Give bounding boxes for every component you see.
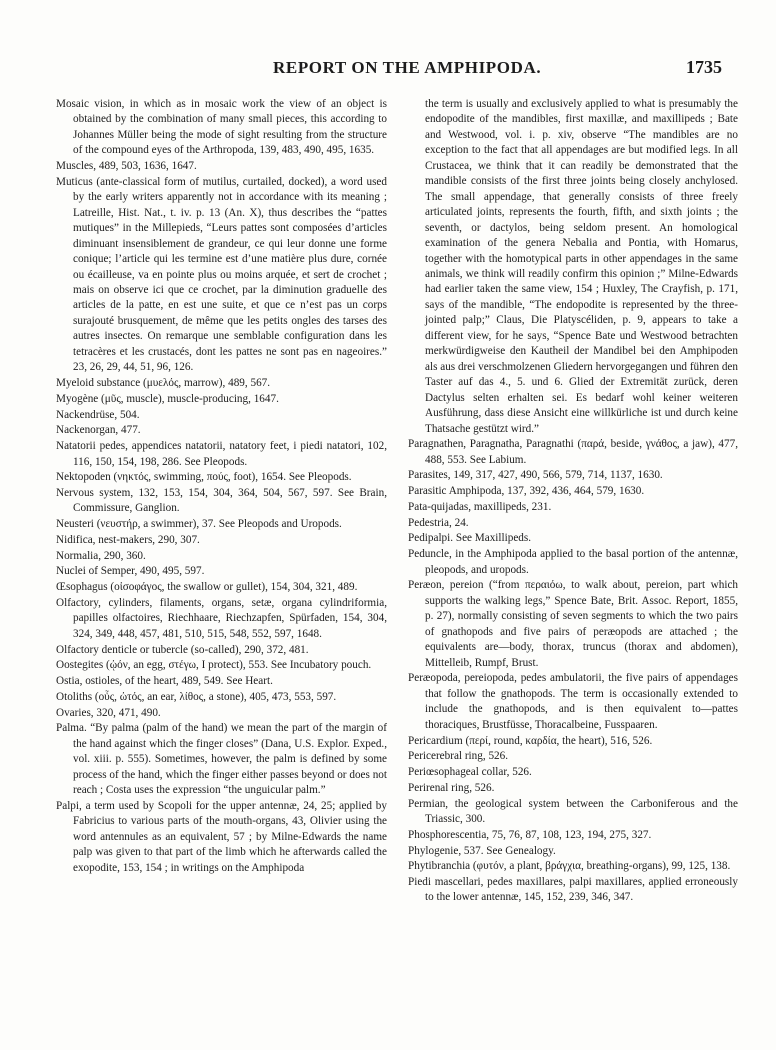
index-entry-olfactory-denticle: Olfactory denticle or tubercle (so-called), 290, 372, 481.: [56, 643, 309, 656]
index-entry-nackendruse: Nackendrüse, 504.: [56, 408, 140, 421]
index-entry-muticus: Muticus (ante-classical form of mutilus, curtailed, docked), a word used by the early writers apparently not in accordance with its meaning ; Latreille, Hist. Nat., t. iv. p. 13 (An. X), thus describes the “pattes mutiques” in the Millepieds, “Leurs pattes sont composées d’articles diminuant insensiblement de grandeur, ce qui leur donne une forme conique; l’article qui les termine est d’une matière plus dure, cornée ou écailleuse, va en pointe plus ou moins arquée, et sert de crochet ; mais on observe ici que ce crochet, par la diminution graduelle des articles de la patte, en est une suite, et que ce n’est pas un corps surajouté brusquement, de même que les petits ongles des tarses des autres insectes. On remarque une semblable configuration dans les tetracères et les crustacés, dont les pattes ne sont pas en nageoires.” 23, 26, 29, 44, 51, 96, 126.: [56, 175, 387, 374]
index-entry-oostegites: Oostegites (ᾠόν, an egg, στέγω, I protect), 553. See Incubatory pouch.: [56, 659, 372, 672]
index-entry-palpi: Palpi, a term used by Scopoli for the upper antennæ, 24, 25; applied by Fabricius to various parts of the mouth-organs, 43, Olivier using the word antennules as an equivalent, 57 ; by Milne-Edwards the name palp was given to that part of the limb which he afterwards called the exopodite, 153, 154 ; in writings on the Amphipoda: [56, 799, 387, 874]
index-entry-pedipalpi: Pedipalpi. See Maxillipeds.: [408, 532, 532, 545]
index-entry-myeloid-substance: Myeloid substance (μυελός, marrow), 489, 567.: [56, 377, 271, 390]
index-entry-piedi-mascellari: Piedi mascellari, pedes maxillares, palpi maxillares, applied erroneously to the lower antennæ, 145, 152, 239, 346, 347.: [408, 876, 738, 904]
index-entry-natatorii-pedes: Natatorii pedes, appendices natatorii, natatory feet, i piedi natatori, 102, 116, 150, 154, 198, 286. See Pleopods.: [56, 440, 387, 468]
index-entry-pericerebral-ring: Pericerebral ring, 526.: [408, 750, 509, 763]
index-entry-nackenorgan: Nackenorgan, 477.: [56, 424, 141, 437]
index-entry-nuclei-of-semper: Nuclei of Semper, 490, 495, 597.: [56, 565, 205, 578]
index-entry-mosaic-vision: Mosaic vision, in which as in mosaic work the view of an object is obtained by the combination of many small pieces, this according to Johannes Müller being the mode of sight resulting from the structure of the compound eyes of the Arthropoda, 139, 483, 490, 495, 1635.: [56, 98, 387, 157]
page-number: 1735: [686, 57, 722, 77]
index-entry-palpi-continued: the term is usually and exclusively applied to what is presumably the endopodite of the mandibles, first maxillæ, and maxillipeds ; Bate and Westwood, vol. i. p. xiv, observe “The mandibles are no exception to the fact that all appendages are but modified legs. In all Crustacea, we think that it can readily be demonstrated that the mandible consists of the first three joints being closely anchylosed. The small appendage, that generally consists of three freely articulated joints, represents the fourth, fifth, and sixth joints ; the seventh, or dactylos, being seldom present. An homological examination of the genera Nebalia and Pontia, with Homarus, together with the homotypical parts in other appendages in the same animals, we think will readily confirm this opinion ;” Milne-Edwards had earlier taken the same view, 154 ; Huxley, The Crayfish, p. 171, says of the mandible, “The endopodite is represented by the three-jointed palp;” Claus, Die Platyscéliden, p. 9, appears to take a different view, for he says, “Spence Bate und Westwood betrachten merkwürdigweise den Kautheil der Mandibel bei den Amphipoden als aus drei verschmolzenen Gliedern hervorgegangen und führen den Taster auf das 4., 5. und 6. Glied der Extremität zurück, deren Dactylus selten erhalten sei. Es bedarf wohl keiner weiteren Ausführung, dass diese Ansicht eine willkürliche ist und durch keine Thatsache gestützt wird.”: [425, 98, 738, 435]
index-entry-pedestria: Pedestria, 24.: [408, 516, 469, 529]
index-entry-olfactory: Olfactory, cylinders, filaments, organs, setæ, organa cylindriformia, papilles olfactoires, Riechhaare, Riechzapfen, Spürfaden, 154, 304, 324, 349, 448, 457, 481, 510, 515, 548, 552, 597, 1648.: [56, 596, 387, 640]
right-column: [408, 97, 738, 906]
index-entry-otoliths: Otoliths (οὖς, ὠτός, an ear, λίθος, a stone), 405, 473, 553, 597.: [56, 690, 337, 703]
index-entry-perirenal-ring: Perirenal ring, 526.: [408, 781, 495, 794]
index-entry-muscles: Muscles, 489, 503, 1636, 1647.: [56, 160, 197, 173]
index-entry-parasitic-amphipoda: Parasitic Amphipoda, 137, 392, 436, 464, 579, 1630.: [408, 485, 645, 498]
index-entry-permian: Permian, the geological system between the Carboniferous and the Triassic, 300.: [408, 797, 738, 825]
index-entry-peduncle: Peduncle, in the Amphipoda applied to the basal portion of the antennæ, pleopods, and uropods.: [408, 548, 738, 576]
index-entry-peraeon: Peræon, pereion (“from περαιόω, to walk about, pereion, part which supports the walking legs,” Spence Bate, Brit. Assoc. Report, 1855, p. 27), normally consisting of seven segments to which the two pairs of gnathopods and five pairs of peræopods are attached ; the equivalents are—body, thorax, truncus (thorax and abdomen), Mittelleib, Rumpf, Brust.: [408, 579, 738, 669]
index-entry-nidifica: Nidifica, nest-makers, 290, 307.: [56, 533, 200, 546]
index-entry-nektopoden: Nektopoden (νηκτός, swimming, πούς, foot), 1654. See Pleopods.: [56, 471, 352, 484]
index-entry-phosphorescentia: Phosphorescentia, 75, 76, 87, 108, 123, 194, 275, 327.: [408, 828, 652, 841]
page-header: [0, 58, 776, 82]
index-entry-myogene: Myogène (μῦς, muscle), muscle-producing, 1647.: [56, 392, 279, 405]
index-entry-paragnathen: Paragnathen, Paragnatha, Paragnathi (παρά, beside, γνάθος, a jaw), 477, 488, 553. See Labium.: [408, 438, 738, 466]
index-entry-perioesophageal-collar: Periœsophageal collar, 526.: [408, 766, 532, 779]
index-entry-pata-quijadas: Pata-quijadas, maxillipeds, 231.: [408, 500, 552, 513]
index-entry-oesophagus: Œsophagus (οἰσοφάγος, the swallow or gullet), 154, 304, 321, 489.: [56, 581, 358, 594]
index-entry-palma: Palma. “By palma (palm of the hand) we mean the part of the margin of the hand against which the finger closes” (Dana, U.S. Explor. Exped., vol. xiii. p. 555). Sometimes, however, the palm is defined by some process of the hand, which the finger either passes beyond or does not reach ; Costa uses the expression “the unguicular palm.”: [56, 722, 387, 797]
index-entry-phytibranchia: Phytibranchia (φυτόν, a plant, βράγχια, breathing-organs), 99, 125, 138.: [408, 860, 731, 873]
index-entry-ostia: Ostia, ostioles, of the heart, 489, 549. See Heart.: [56, 675, 273, 688]
index-entry-nervous-system: Nervous system, 132, 153, 154, 304, 364, 504, 567, 597. See Brain, Commissure, Ganglion.: [56, 487, 387, 515]
index-entry-phylogenie: Phylogenie, 537. See Genealogy.: [408, 844, 556, 857]
index-entry-parasites: Parasites, 149, 317, 427, 490, 566, 579, 714, 1137, 1630.: [408, 469, 663, 482]
index-entry-normalia: Normalia, 290, 360.: [56, 549, 146, 562]
index-entry-peraeopoda: Peræopoda, pereiopoda, pedes ambulatorii, the five pairs of appendages that follow the gnathopods. The term is occasionally extended to include the gnathopods, and is then equivalent to—pattes thoraciques, Brustfüsse, Thoracalbeine, Fusspaaren.: [408, 672, 738, 731]
left-column: [56, 97, 387, 876]
index-entry-ovaries: Ovaries, 320, 471, 490.: [56, 706, 161, 719]
index-entry-neusteri: Neusteri (νευστήρ, a swimmer), 37. See Pleopods and Uropods.: [56, 518, 342, 531]
index-entry-pericardium: Pericardium (περί, round, καρδία, the heart), 516, 526.: [408, 734, 653, 747]
running-title: REPORT ON THE AMPHIPODA.: [273, 58, 542, 77]
